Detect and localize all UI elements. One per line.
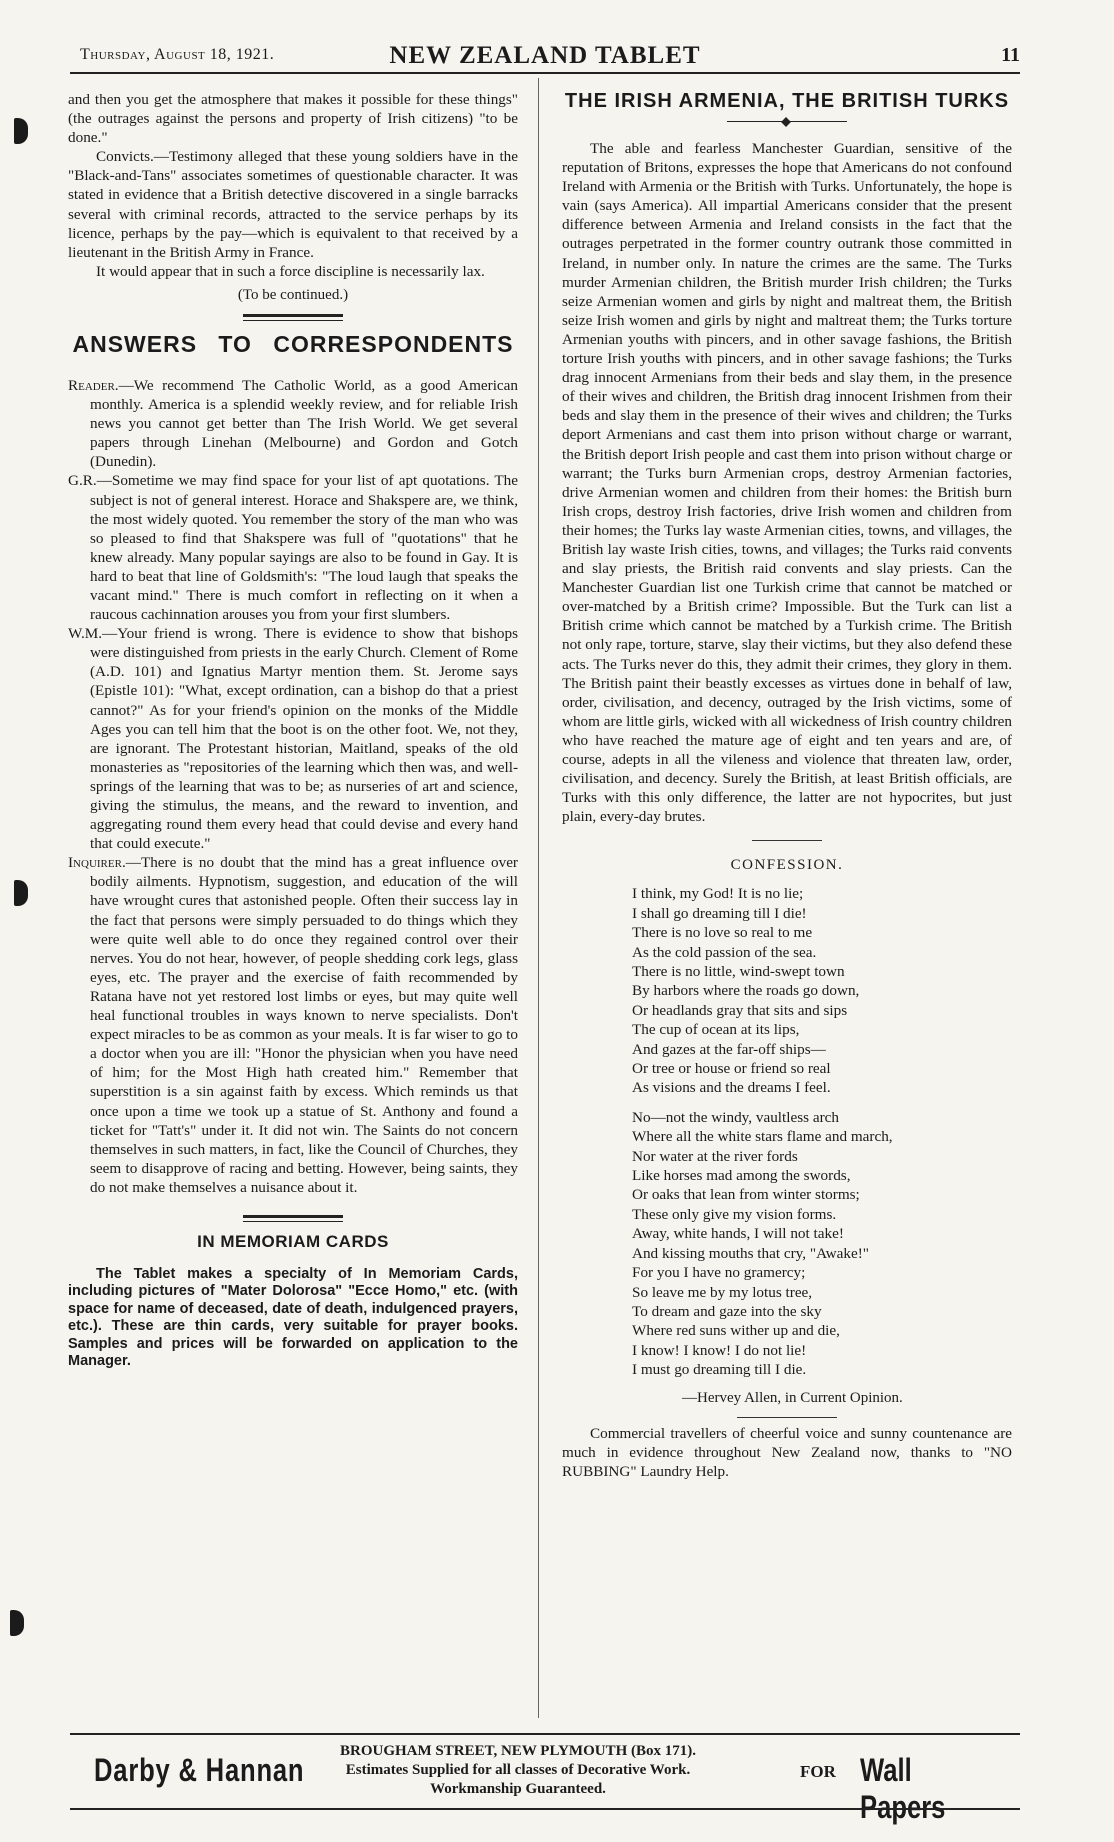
poem-line: By harbors where the roads go down, [632, 982, 860, 1000]
margin-mark-icon [10, 1610, 24, 1636]
poem-line: These only give my vision forms. [632, 1205, 837, 1223]
ad-for-word: FOR [800, 1762, 836, 1781]
answer-item [68, 376, 518, 471]
poem-stanza [632, 1108, 1012, 1380]
answers-heading: ANSWERS TO CORRESPONDENTS [72, 330, 514, 357]
memoriam-notice [68, 1266, 518, 1371]
section-divider [243, 314, 343, 321]
poem-line: Where all the white stars flame and march, [632, 1128, 893, 1146]
answer-item [68, 471, 518, 624]
poem-line: As the cold passion of the sea. [632, 943, 817, 961]
poem-line: Or headlands gray that sits and sips [632, 1001, 848, 1019]
poem-line: I shall go dreaming till I die! [632, 904, 807, 922]
margin-mark-icon [14, 118, 28, 144]
issue-date: Thursday, August 18, 1921. [80, 46, 275, 63]
answer-name: Reader. [68, 376, 119, 394]
poem-line: And gazes at the far-off ships— [632, 1040, 826, 1058]
memoriam-text: The Tablet makes a specialty of In Memoriam Cards, including pictures of "Mater Dolorosa" "Ecce Homo," etc. (with space for name of deceased, date of death, indulgenced prayers, etc.). These are thin cards, very suitable for prayer books. Samples and prices will be forwarded on application to the Manager. [68, 1265, 518, 1370]
column-separator [538, 78, 539, 1718]
answer-text: —We recommend The Catholic World, as a good American monthly. America is a splendid weekly review, and for reliable Irish news you cannot get better than The Irish World. We get several papers through Linehan (Melbourne) and Gordon and Gotch (Dunedin). [90, 376, 518, 471]
poem-line: Nor water at the river fords [632, 1147, 798, 1165]
memoriam-heading: IN MEMORIAM CARDS [197, 1231, 389, 1251]
answer-item [68, 624, 518, 853]
poem-line: The cup of ocean at its lips, [632, 1021, 800, 1039]
masthead: NEW ZEALAND TABLET [389, 42, 701, 69]
ad-details [318, 1742, 718, 1799]
to-be-continued: (To be continued.) [237, 286, 349, 303]
answer-text: —Sometime we may find space for your list of apt quotations. The subject is not of general interest. Horace and Shakspere are, we think, the most widely quoted. You remember the story of the man who was so pleased to find that Shakspere was full of "quotations" that he knew already. Many popular sayings are also to be found in Gay. It is hard to beat that line of Goldsmith's: "The loud laugh that speaks the vacant mind." There is much comfort in reflecting on it when a raucous cachinnation arouses you from your first slumbers. [90, 472, 518, 624]
answer-name: W.M. [68, 625, 103, 643]
answer-text: —There is no doubt that the mind has a great influence over bodily ailments. Hypnotism, suggestion, and education of the will have wrought cures that astonished people. Often their success lay in the fact that persons were simply persuaded to do things which they were quite well able to do once they regained control over their nerves. You do not hear, however, of people shedding cork legs, glass eyes, etc. The prayer and the exercise of faith recommended by Ratana have not yet restored lost limbs or eyes, but may quite well heal functional troubles in ways known to nerve specialists. Don't expect miracles to be as common as your meals. It is far wiser to go to a doctor when you are ill: "Honor the physician when you have need of him; for the Most High hath created him." Remember that superstition is a sin against faith by excess. Which reminds us that once upon a time we took up a statue of St. Anthony and found a ticket for "Tatt's" under it. It did not win. The Saints do not concern themselves in such matters, in fact, like the Council of Churches, they seem to disapprove of racing and betting. However, being saints, they do not make themselves a nuisance about it. [90, 854, 518, 1196]
left-column [68, 90, 518, 1371]
poem-divider [752, 840, 822, 841]
answers-list [68, 376, 518, 1197]
continued-paragraph: It would appear that in such a force discipline is necessarily lax. [96, 262, 485, 280]
poem-line: Where red suns wither up and die, [632, 1322, 840, 1340]
page-number: 11 [1001, 44, 1020, 66]
ad-top-rule [70, 1733, 1020, 1735]
poem-line: Or tree or house or friend so real [632, 1060, 831, 1078]
poem [632, 884, 1012, 1379]
continued-paragraph: Convicts.—Testimony alleged that these young soldiers have in the "Black-and-Tans" associates sometimes of questionable character. It was stated in evidence that a British detective discovered in a single barracks several with criminal records, attracted to the service perhaps by its licence, perhaps by the pay—which is equivalent to that received by a lieutenant in the British Army in France. [68, 148, 518, 261]
poem-line: Away, white hands, I will not take! [632, 1225, 844, 1243]
poem-title: CONFESSION. [730, 857, 844, 874]
poem-attribution: —Hervey Allen, in Current Opinion. [682, 1389, 903, 1406]
continued-paragraph: and then you get the atmosphere that makes it possible for these things" (the outrages against the persons and property of Irish citizens) "to be done." [68, 91, 518, 147]
ad-firm-name: Darby & Hannan [94, 1752, 305, 1788]
poem-line: And kissing mouths that cry, "Awake!" [632, 1244, 869, 1262]
article-body: The able and fearless Manchester Guardian, sensitive of the reputation of Britons, expresses the hope that Americans do not confound Ireland with Armenia or the British with Turks. Unfortunately, the hope is vain (says America). All impartial Americans consider that the present difference between Armenia and Ireland consists in the fact that the outrages perpetrated in the former country outrank those committed in Ireland, in number only. In nature the crimes are the same. The Turks murder Armenian children, the British murder Irish children; the Turks seize Armenian women and girls by night and maltreat them, the British seize Irish women and girls by night and maltreat them; the Turks torture Armenian youths with pincers, and in other savage fashions, the British torture Irish youths with pincers, and in other savage fashions; the Turks drag innocent Armenians from their beds and slay them, in the presence of their wives and children, the British drag innocent Irishmen from their beds and slay them in the presence of their wives and children; the Turks deport Armenians and cast them into prison without charge or warrant, the British deport Irish people and cast them into prison without charge or warrant; the Turks burn Armenian crops, destroy Armenian factories, drive Armenian women and children from their homes: the British burn Irish crops, destroy Irish factories, drive Irish women and children from their homes; the Turks lay waste Armenian cities, towns, and villages, the British lay waste Irish cities, towns, and villages; the Turks raid convents and slay priests, the British raid convents and slay priests. Can the Manchester Guardian list one Turkish crime that cannot be matched or over-matched by a British crime? Impossible. But the Turk can list a British crime which cannot be matched by a Turkish crime. The British not only rape, torture, starve, slay their victims, but they also defend these acts. The Turks never do this, they admit their crimes, they glory in them. The British paint their beastly excesses as virtues done in behalf of law, order, civilisation, and decency, outraged by the Irish victims, some of whom are little girls, wicked with all wickedness of Irish country children who have reached the mature age of eight and ten years and are, of course, adepts in all the vileness and violence that threaten law, order, civilisation, and decency. Surely the British, at least British officials, are Turks with this only difference, the latter are not hypocrites, but just plain, every-day brutes. [562, 140, 1012, 826]
ad-product: Wall Papers [860, 1752, 946, 1825]
answer-name: Inquirer. [68, 854, 126, 872]
ad-guarantee: Workmanship Guaranteed. [430, 1781, 606, 1797]
header-rule [70, 72, 1020, 74]
page-header [70, 42, 1020, 72]
ad-bottom-rule [70, 1808, 1020, 1810]
poem-line: To dream and gaze into the sky [632, 1302, 822, 1320]
ad-estimates: Estimates Supplied for all classes of Decorative Work. [345, 1762, 691, 1778]
poem-line: I know! I know! I do not lie! [632, 1341, 807, 1359]
poem-line: No—not the windy, vaultless arch [632, 1108, 839, 1126]
poem-line: So leave me by my lotus tree, [632, 1283, 813, 1301]
poem-line: Like horses mad among the swords, [632, 1167, 851, 1185]
poem-line: There is no love so real to me [632, 924, 813, 942]
section-divider [243, 1215, 343, 1222]
poem-line: As visions and the dreams I feel. [632, 1079, 831, 1097]
poem-line: For you I have no gramercy; [632, 1264, 806, 1282]
closing-notice [562, 1424, 1012, 1481]
ad-address: BROUGHAM STREET, NEW PLYMOUTH (Box 171). [339, 1743, 696, 1759]
closing-divider [737, 1417, 837, 1418]
heading-ornament [727, 117, 847, 127]
closing-text: Commercial travellers of cheerful voice and sunny countenance are much in evidence throughout New Zealand now, thanks to "NO RUBBING" Laundry Help. [562, 1424, 1012, 1480]
poem-line: Or oaks that lean from winter storms; [632, 1186, 860, 1204]
advertisement [80, 1742, 1020, 1825]
article-heading: THE IRISH ARMENIA, THE BRITISH TURKS [564, 90, 1010, 112]
answer-name: G.R. [68, 472, 97, 490]
poem-line: There is no little, wind-swept town [632, 963, 845, 980]
answer-item [68, 853, 518, 1197]
right-column [562, 90, 1012, 1481]
poem-stanza [632, 884, 1012, 1097]
margin-mark-icon [14, 880, 28, 906]
poem-line: I think, my God! It is no lie; [632, 885, 804, 903]
poem-line: I must go dreaming till I die. [632, 1361, 807, 1379]
answer-text: —Your friend is wrong. There is evidence to show that bishops were distinguished from priests in the early Church. Clement of Rome (A.D. 101) and Ignatius Martyr mention them. St. Jerome says (Epistle 101): "What, except ordination, can a bishop do that a priest cannot?" As for your friend's opinion on the monks of the Middle Ages you can tell him that the boot is on the other foot. We, not they, are ignorant. The Protestant historian, Maitland, speaks of the old monasteries as "repositories of the learning which then was, and well-springs of the learning that was to be; as nurseries of art and science, giving the stimulus, the means, and the reward to invention, and aggregating round them every head that could devise and every hand that could execute." [90, 625, 518, 853]
